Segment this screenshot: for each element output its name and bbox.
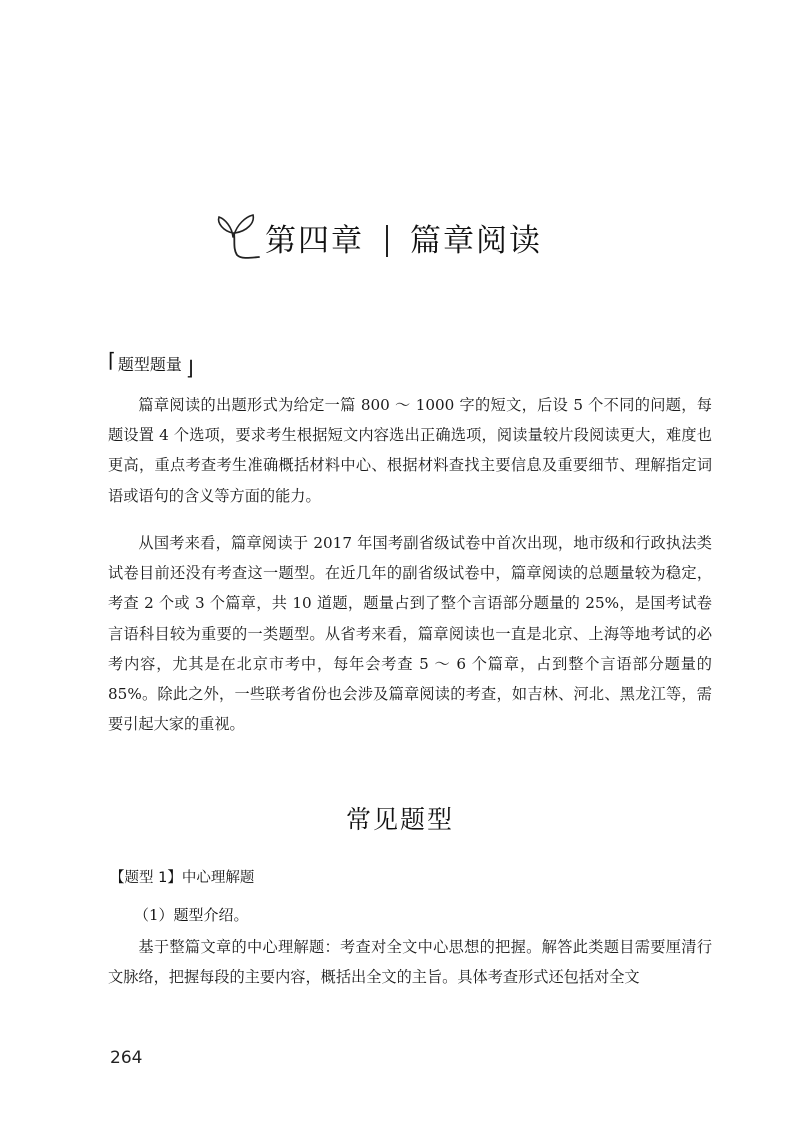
chapter-title: 篇章阅读	[410, 222, 542, 259]
bracket-open-icon: ⌈	[108, 348, 116, 372]
sprout-icon	[215, 205, 261, 265]
section-label	[108, 348, 194, 380]
body-paragraph	[108, 932, 712, 992]
chapter-divider	[386, 225, 388, 257]
sub-label: （1）题型介绍。	[134, 906, 249, 924]
intro-paragraph-1	[108, 390, 712, 511]
page-number: 264	[110, 1048, 143, 1068]
chapter-number: 第四章	[265, 222, 364, 259]
paragraph-text: 篇章阅读的出题形式为给定一篇 800 ～ 1000 字的短文，后设 5 个不同的问题，每题设置 4 个选项，要求考生根据短文内容选出正确选项，阅读量较片段阅读更大，难度也更高，重点考查考生准确概括材料中心、根据材料查找主要信息及重要细节、理解指定词语或语句的含义等方面的能力。	[108, 396, 712, 505]
chapter-header	[215, 205, 542, 265]
bracket-close-icon: ⌋	[185, 356, 194, 380]
paragraph-text: 基于整篇文章的中心理解题：考查对全文中心思想的把握。解答此类题目需要厘清行文脉络，把握每段的主要内容，概括出全文的主旨。具体考查形式还包括对全文	[108, 938, 712, 987]
intro-paragraph-2	[108, 528, 712, 739]
section-label-text: 题型题量	[117, 355, 182, 374]
paragraph-text: 从国考来看，篇章阅读于 2017 年国考副省级试卷中首次出现，地市级和行政执法类试卷目前还没有考查这一题型。在近几年的副省级试卷中，篇章阅读的总题量较为稳定，考查 2 个或 3 个篇章，共 10 道题，题量占到了整个言语部分题量的 25%，是国考试卷言语科目较为重要的一类题型。从省考来看，篇章阅读也一直是北京、上海等地考试的必考内容，尤其是在北京市考中，每年会考查 5 ～ 6 个篇章，占到整个言语部分题量的 85%。除此之外，一些联考省份也会涉及篇章阅读的考查，如吉林、河北、黑龙江等，需要引起大家的重视。	[108, 534, 712, 734]
question-type-name: 中心理解题	[181, 870, 255, 886]
question-type-label	[110, 866, 254, 887]
section-heading: 常见题型	[345, 805, 454, 834]
question-type-tag: 【题型 1】	[110, 870, 182, 886]
